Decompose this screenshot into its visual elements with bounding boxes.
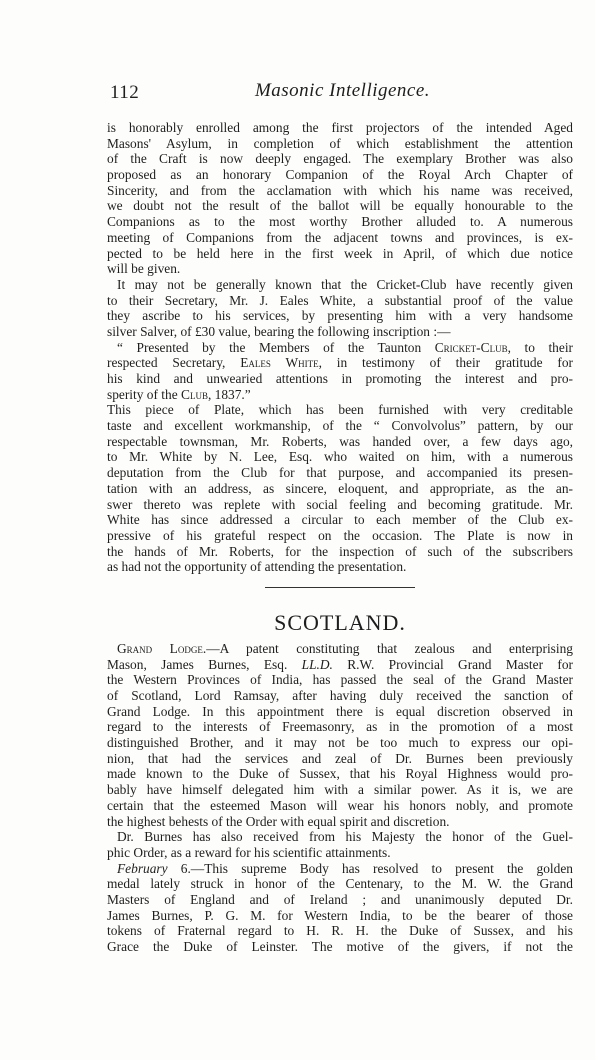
text-line: the highest behests of the Order with equal spirit and discretion. — [107, 813, 450, 829]
text-line: Dr. Burnes has also received from his Majesty the honor of the Guel- — [117, 829, 573, 845]
text-line: regard to the interests of Freemasonry, as in the promotion of a most — [107, 719, 573, 735]
text-line: they ascribe to his services, by presenting him with a very handsome — [107, 308, 573, 324]
text-line: medal lately struck in honor of the Centenary, to the M. W. the Grand — [107, 876, 573, 892]
small-caps-run: Eales White — [240, 355, 319, 371]
text-line: Grand Lodge. In this appointment there is equal discretion observed in — [107, 703, 573, 719]
italic-run: February — [117, 860, 168, 876]
text-line: Masons' Asylum, in completion of which establishment the attention — [107, 135, 573, 151]
text-line: made known to the Duke of Sussex, that his Royal Highness would pro- — [107, 766, 573, 782]
text-line: the Western Provinces of India, has passed the seal of the Grand Master — [107, 672, 573, 688]
paragraph-asylum — [107, 120, 573, 277]
page-number: 112 — [110, 82, 140, 103]
small-caps-run: Cricket-Club — [434, 339, 508, 355]
text-line: to their Secretary, Mr. J. Eales White, a substantial proof of the value — [107, 292, 573, 308]
text-line: taste and excellent workmanship, of the “ Convolvolus” pattern, by our — [107, 418, 573, 434]
text-line: as had not the opportunity of attending the presentation. — [107, 559, 407, 575]
text-line — [107, 387, 573, 403]
text-line: tation with an address, as sincere, eloquent, and appropriate, as the an- — [107, 480, 573, 496]
text-line: silver Salver, of £30 value, bearing the following inscription :— — [107, 323, 451, 339]
text-line: nion, that had the services and zeal of Dr. Burnes been previously — [107, 750, 573, 766]
page-body — [107, 120, 573, 955]
text-line: of Scotland, Lord Ramsay, after having duly received the sanction of — [107, 688, 573, 703]
text-line: distinguished Brother, and it may not be too much to express our opi- — [107, 735, 573, 751]
text-line: This piece of Plate, which has been furnished with very creditable — [107, 402, 573, 418]
text-run: R.W. Provincial Grand Master for — [332, 656, 573, 672]
text-line: pressive of his grateful respect on the occasion. The Plate is now in — [107, 527, 573, 543]
paragraph-cricket-club — [107, 277, 573, 340]
text-run: respected Secretary, — [107, 355, 241, 371]
text-line: proposed as an honorary Companion of the Royal Arch Chapter of — [107, 167, 573, 183]
text-line: deputation from the Club for that purpose, and accompanied its presen- — [107, 465, 573, 481]
text-line — [107, 861, 573, 877]
paragraph-guelphic-order — [107, 829, 573, 860]
text-run: —A patent constituting that zealous and enterprising — [206, 640, 573, 656]
paragraph-grand-lodge — [107, 641, 573, 829]
text-run: , to their — [507, 339, 573, 355]
text-line: his kind and unwearied attentions in promoting the interest and pro- — [107, 371, 573, 386]
text-line: phic Order, as a reward for his scientific attainments. — [107, 844, 391, 860]
text-line: bably have himself delegated him with a similar power. As it is, we are — [107, 782, 573, 798]
text-run: , 1837.” — [207, 386, 251, 402]
text-line: respectable townsman, Mr. Roberts, was handed over, a few days ago, — [107, 433, 573, 449]
text-line — [107, 641, 573, 657]
text-run: 6.—This supreme Body has resolved to present the golden — [167, 860, 573, 876]
text-line: to Mr. White by N. Lee, Esq. who waited on him, with a numerous — [107, 449, 573, 465]
text-line: It may not be generally known that the Cricket-Club have recently given — [117, 276, 573, 292]
text-line: of the Craft is now deeply engaged. The exemplary Brother was also — [107, 151, 573, 167]
text-line: Masters of England and of Ireland ; and unanimously deputed Dr. — [107, 891, 573, 907]
small-caps-run: Club — [181, 386, 208, 402]
text-line: Companions as to the most worthy Brother alluded to. A numerous — [107, 214, 573, 230]
text-line — [107, 355, 573, 371]
section-divider — [107, 575, 573, 599]
running-title: Masonic Intelligence. — [254, 80, 431, 101]
text-line: White has since addressed a circular to each member of the Club ex- — [107, 512, 573, 528]
text-run: sperity of the — [107, 386, 182, 402]
page-header — [110, 80, 575, 106]
text-line: we doubt not the result of the ballot will be equally honourable to the — [107, 198, 573, 214]
text-line: Sincerity, and from the acclamation with which his name was received, — [107, 182, 573, 198]
horizontal-rule — [265, 587, 415, 588]
text-line: tokens of Fraternal regard to H. R. H. the Duke of Sussex, and his — [107, 923, 573, 939]
small-caps-run: Grand Lodge. — [117, 640, 207, 656]
text-line: Grace the Duke of Leinster. The motive of the givers, if not the — [107, 939, 573, 954]
text-line: will be given. — [107, 261, 181, 277]
text-line — [107, 340, 573, 356]
text-line: the hands of Mr. Roberts, for the inspection of such of the subscribers — [107, 543, 573, 559]
text-run: “ Presented by the Members of the Taunton — [117, 339, 435, 355]
text-run: Mason, James Burnes, Esq. — [107, 656, 302, 672]
section-title: SCOTLAND. — [274, 609, 406, 635]
text-run: , in testimony of their gratitude for — [318, 355, 573, 371]
inscription-quote — [107, 340, 573, 403]
text-line: is honorably enrolled among the first projectors of the intended Aged — [107, 120, 573, 135]
text-line: meeting of Companions from the adjacent towns and provinces, is ex- — [107, 229, 573, 245]
paragraph-february — [107, 861, 573, 955]
text-line: pected to be held here in the first week in April, of which due notice — [107, 245, 573, 261]
text-line: swer thereto was replete with social feeling and becoming gratitude. Mr. — [107, 496, 573, 512]
italic-run: LL.D. — [301, 656, 333, 672]
text-line: certain that the esteemed Mason will wear his honors nobly, and promote — [107, 797, 573, 813]
text-line: James Burnes, P. G. M. for Western India, to be the bearer of those — [107, 907, 573, 923]
text-line — [107, 657, 573, 673]
paragraph-plate — [107, 402, 573, 575]
